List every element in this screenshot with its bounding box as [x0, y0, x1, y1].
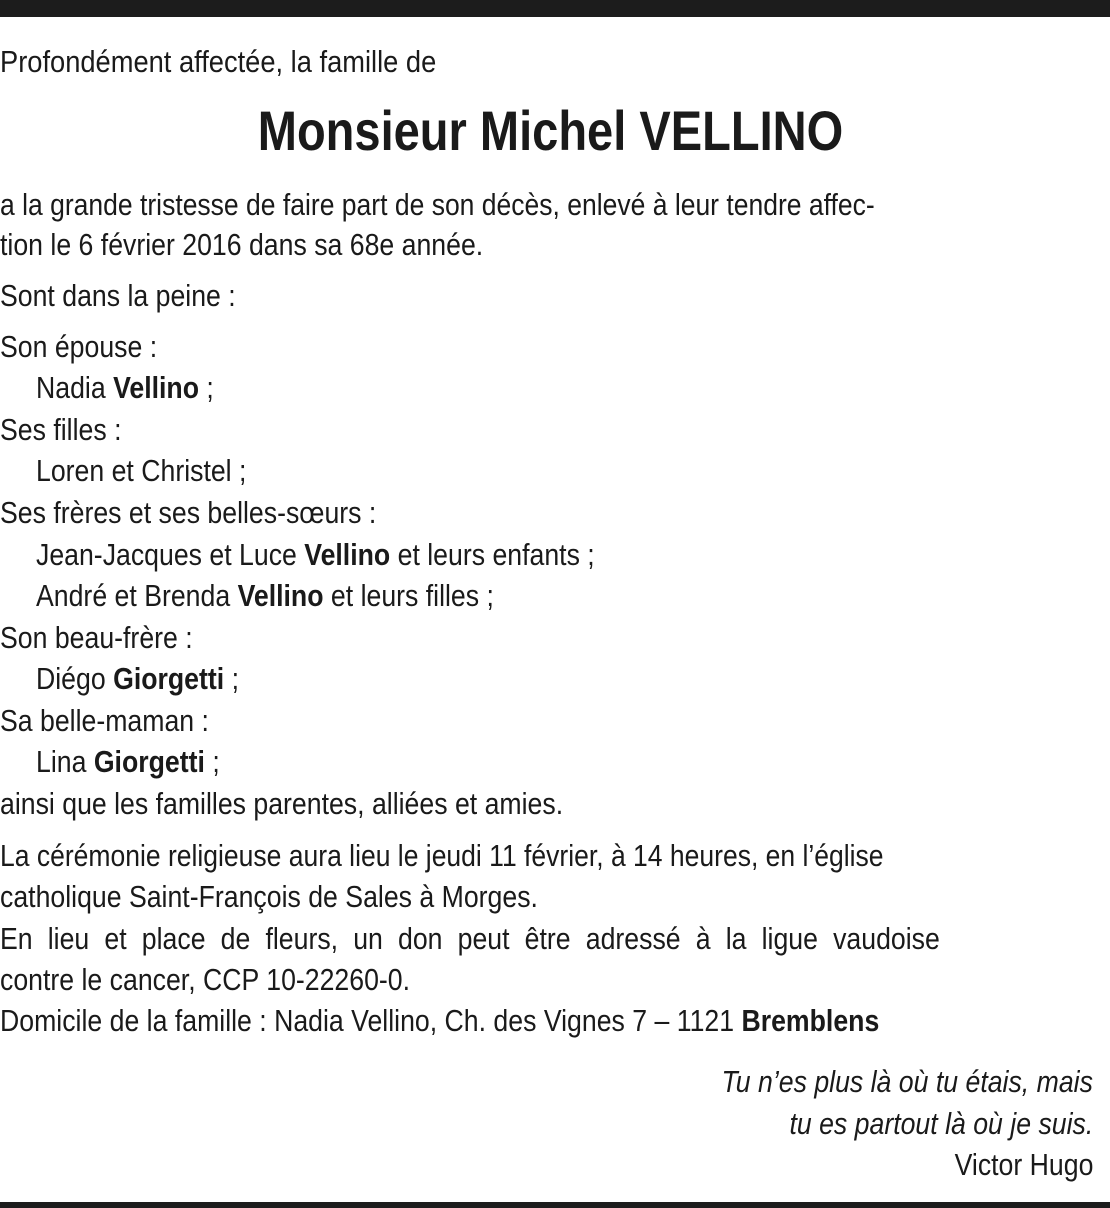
quote-author	[932, 1145, 1093, 1185]
mother-in-law-label	[0, 701, 243, 741]
quote-text-2: tu es partout là où je suis.	[789, 1106, 1093, 1141]
spouse-end: ;	[206, 370, 214, 405]
top-rule	[0, 0, 1110, 17]
spouse-last-name: Vellino	[113, 370, 200, 405]
sibling2-first-names: André et Brenda	[36, 578, 231, 613]
brother-in-law-end: ;	[231, 661, 240, 696]
mother-in-law-first-name: Lina	[36, 744, 87, 779]
donation-text-1: En lieu et place de fleurs, un don peut être adressé à la ligue vaudoise	[0, 921, 940, 956]
deceased-name-text: Monsieur Michel VELLINO	[257, 99, 843, 162]
intro-text: Profondément affectée, la famille de	[0, 44, 437, 79]
quote-line-2	[740, 1104, 1093, 1144]
mother-in-law-last-name: Giorgetti	[93, 744, 205, 779]
ceremony-line-1	[0, 836, 1033, 876]
mother-in-law-end: ;	[212, 744, 220, 779]
mourners-heading	[0, 276, 274, 316]
donation-text-2: contre le cancer, CCP 10-22260-0.	[0, 962, 411, 997]
domicile-line	[0, 1001, 1022, 1041]
announcement-line-2	[0, 225, 562, 265]
brother-in-law-label-text: Son beau-frère :	[0, 620, 193, 655]
brother-in-law-entry	[36, 659, 272, 699]
spouse-label	[0, 327, 183, 367]
brother-in-law-last-name: Giorgetti	[113, 661, 225, 696]
donation-line-2	[0, 960, 477, 1000]
mother-in-law-label-text: Sa belle-maman :	[0, 703, 209, 738]
sibling-entry-2	[36, 576, 568, 616]
spouse-entry	[36, 368, 243, 408]
brother-in-law-label	[0, 618, 224, 658]
siblings-label	[0, 493, 438, 533]
bottom-rule	[0, 1202, 1110, 1208]
quote-author-text: Victor Hugo	[954, 1147, 1093, 1182]
mourners-heading-text: Sont dans la peine :	[0, 278, 236, 313]
intro-line	[0, 42, 496, 82]
spouse-first-name: Nadia	[36, 370, 106, 405]
ceremony-text-2: catholique Saint-François de Sales à Morges.	[0, 879, 538, 914]
announcement-text-2: tion le 6 février 2016 dans sa 68e année.	[0, 227, 484, 262]
mother-in-law-entry	[36, 742, 250, 782]
domicile-town: Bremblens	[741, 1003, 880, 1038]
spouse-label-text: Son épouse :	[0, 329, 158, 364]
daughters-text: Loren et Christel ;	[36, 453, 247, 488]
siblings-label-text: Ses frères et ses belles-sœurs :	[0, 495, 377, 530]
donation-line-1	[0, 919, 1093, 959]
brother-in-law-first-name: Diégo	[36, 661, 106, 696]
quote-text-1: Tu n’es plus là où tu étais, mais	[721, 1064, 1093, 1099]
daughters-entry	[36, 451, 281, 491]
closing-line	[0, 784, 655, 824]
sibling1-last-name: Vellino	[304, 537, 391, 572]
domicile-text: Domicile de la famille : Nadia Vellino, Ch. des Vignes 7 – 1121	[0, 1003, 735, 1038]
ceremony-line-2	[0, 877, 626, 917]
quote-line-1	[661, 1062, 1093, 1102]
sibling1-first-names: Jean-Jacques et Luce	[36, 537, 297, 572]
sibling-entry-1	[36, 535, 686, 575]
closing-text: ainsi que les familles parentes, alliées et amies.	[0, 786, 564, 821]
daughters-label	[0, 410, 141, 450]
sibling1-end: et leurs enfants ;	[397, 537, 595, 572]
ceremony-text-1: La cérémonie religieuse aura lieu le jeudi 11 février, à 14 heures, en l’église	[0, 838, 884, 873]
daughters-label-text: Ses filles :	[0, 412, 122, 447]
sibling2-last-name: Vellino	[237, 578, 324, 613]
deceased-name	[0, 96, 1100, 166]
announcement-text-1: a la grande tristesse de faire part de son décès, enlevé à leur tendre affec-	[0, 187, 875, 222]
announcement-line-1	[0, 185, 1023, 225]
sibling2-end: et leurs filles ;	[330, 578, 494, 613]
